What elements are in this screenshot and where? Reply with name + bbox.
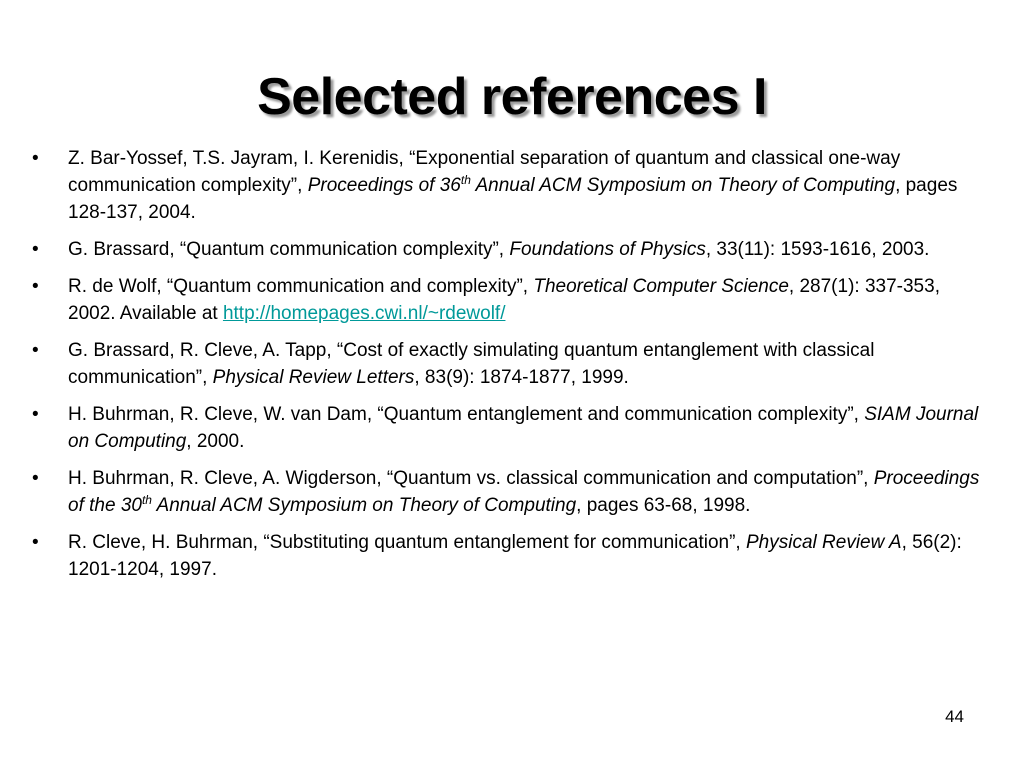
bullet-icon: •: [32, 276, 39, 297]
reference-item: [32, 337, 984, 391]
bullet-icon: •: [32, 468, 39, 489]
reference-link[interactable]: http://homepages.cwi.nl/~rdewolf/: [222, 303, 506, 324]
reference-details: , pages 128-137, 2004.: [68, 175, 958, 223]
bullet-icon: •: [32, 340, 39, 361]
slide-title: Selected references I: [257, 68, 767, 126]
reference-item: [32, 145, 984, 226]
reference-venue: Foundations of Physics: [509, 239, 706, 260]
page-number: 44: [945, 707, 964, 726]
reference-venue-part: Annual ACM Symposium on Theory of Computing: [470, 175, 896, 196]
reference-item: [32, 401, 984, 455]
bullet-icon: •: [32, 532, 39, 553]
reference-venue: Physical Review Letters: [212, 367, 415, 388]
reference-item: [32, 273, 984, 327]
reference-venue-part: Proceedings of the 30: [68, 468, 980, 516]
reference-details: , 2000.: [186, 431, 245, 452]
reference-details: , 83(9): 1874-1877, 1999.: [414, 367, 629, 388]
reference-authors-title: H. Buhrman, R. Cleve, A. Wigderson, “Quantum vs. classical communication and computation”,: [68, 468, 874, 489]
reference-details: , 33(11): 1593-1616, 2003.: [705, 239, 930, 260]
reference-authors-title: Z. Bar-Yossef, T.S. Jayram, I. Kerenidis, “Exponential separation of quantum and classical one-way communication complexity”,: [68, 148, 901, 196]
bullet-icon: •: [32, 239, 39, 260]
bullet-icon: •: [32, 404, 39, 425]
reference-venue-superscript: th: [141, 493, 152, 507]
reference-item: [32, 529, 984, 583]
reference-authors-title: G. Brassard, “Quantum communication complexity”,: [68, 239, 510, 260]
reference-authors-title: R. Cleve, H. Buhrman, “Substituting quantum entanglement for communication”,: [68, 532, 746, 553]
reference-details: , 56(2): 1201-1204, 1997.: [68, 532, 962, 580]
reference-venue: Physical Review A: [746, 532, 902, 553]
reference-venue: SIAM Journal on Computing: [68, 404, 979, 452]
reference-venue-part: Proceedings of 36: [307, 175, 461, 196]
reference-list: [32, 145, 984, 593]
bullet-icon: •: [32, 148, 39, 169]
reference-authors-title: H. Buhrman, R. Cleve, W. van Dam, “Quantum entanglement and communication complexity”,: [68, 404, 865, 425]
reference-item: [32, 465, 984, 519]
reference-authors-title: R. de Wolf, “Quantum communication and complexity”,: [68, 276, 534, 297]
reference-venue: Theoretical Computer Science: [533, 276, 789, 297]
reference-details: , 287(1): 337-353, 2002. Available at: [68, 276, 940, 324]
reference-venue-part: Annual ACM Symposium on Theory of Computing: [151, 495, 577, 516]
reference-venue: [308, 175, 895, 196]
reference-authors-title: G. Brassard, R. Cleve, A. Tapp, “Cost of exactly simulating quantum entanglement with classical communication”,: [68, 340, 875, 388]
reference-venue-superscript: th: [460, 173, 471, 187]
reference-item: [32, 236, 984, 263]
reference-details: , pages 63-68, 1998.: [576, 495, 751, 516]
